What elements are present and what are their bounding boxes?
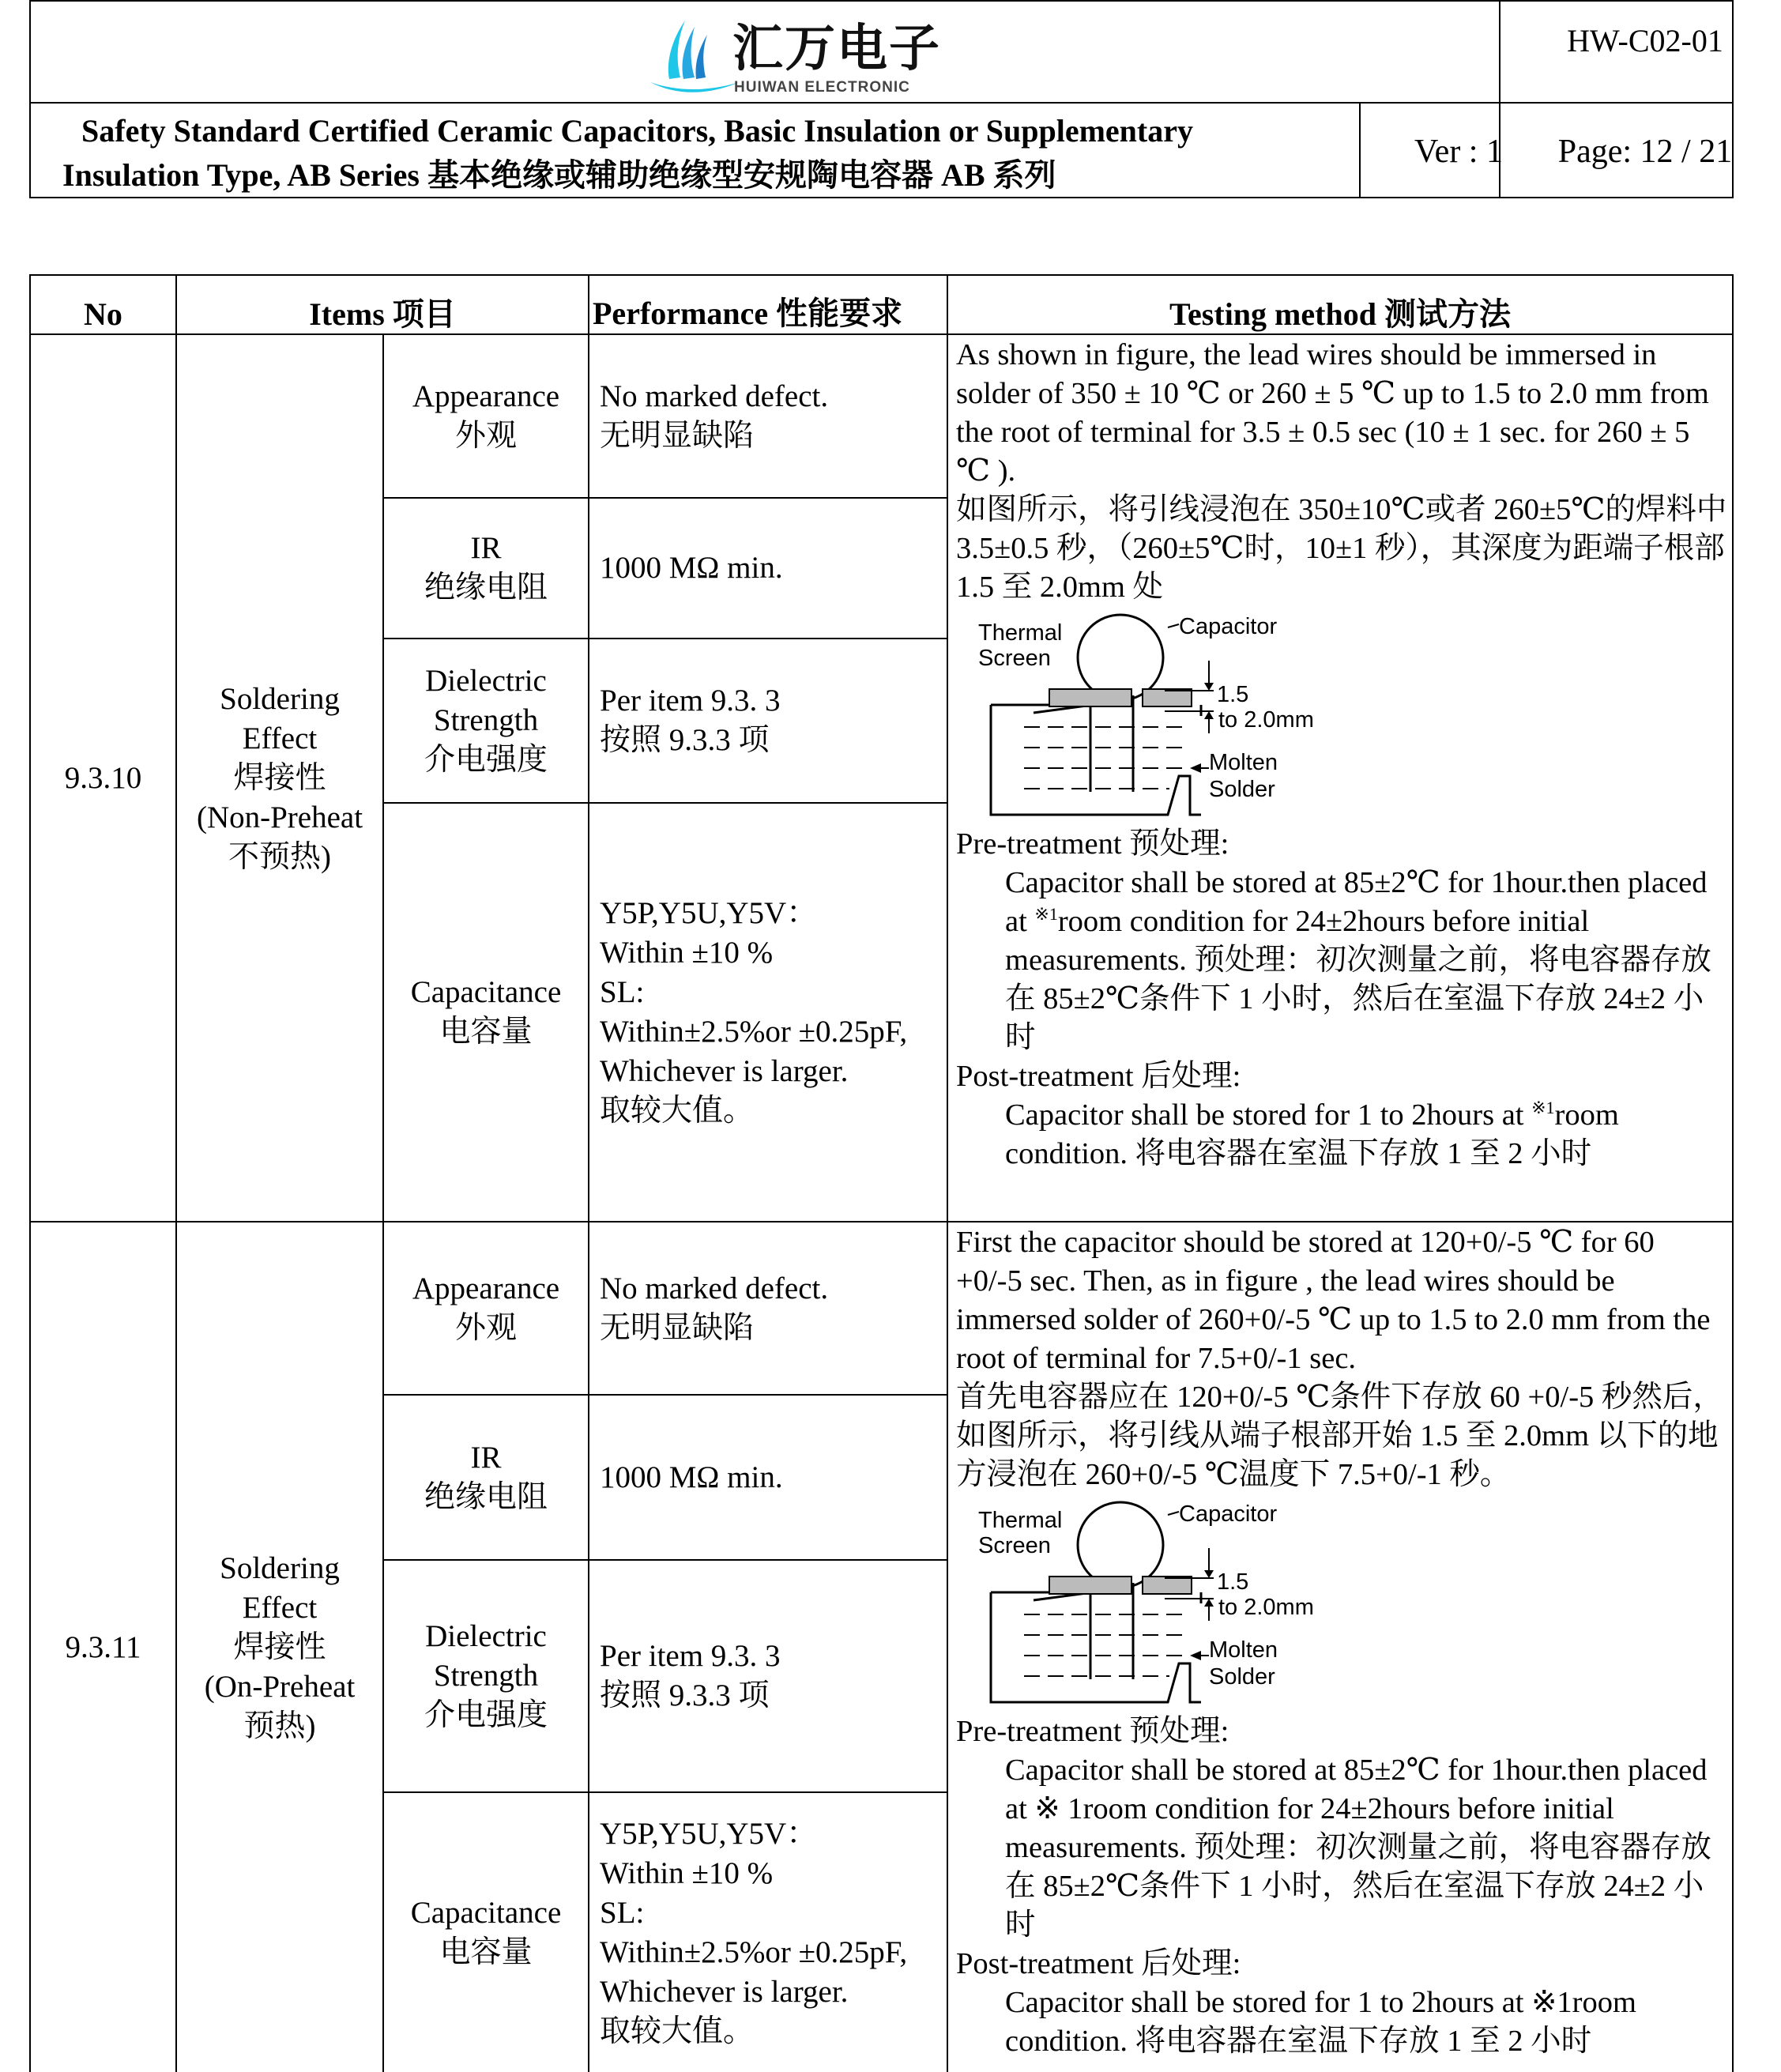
- column-header-method: Testing method 测试方法: [1169, 296, 1511, 332]
- post-treatment-title: Post-treatment 后处理:: [956, 1947, 1241, 1980]
- thermal-screen-left: [1049, 1577, 1131, 1594]
- document-code: HW-C02-01: [1567, 23, 1723, 58]
- footnote-mark: ※ 1: [1034, 1792, 1083, 1825]
- performance-line: Y5P,Y5U,Y5V：: [600, 1816, 818, 1851]
- performance-line: 按照 9.3.3 项: [600, 723, 770, 757]
- item-name-line: (Non-Preheat: [196, 800, 363, 834]
- thermal-screen-right: [1143, 1577, 1192, 1594]
- post-treatment-title: Post-treatment 后处理:: [956, 1060, 1241, 1093]
- sub-item-label: Dielectric: [425, 1619, 547, 1653]
- label-solder: Solder: [1209, 777, 1275, 802]
- performance-line: Whichever is larger.: [600, 1974, 849, 2009]
- post-treatment-text-b: room condition. 将电容器在室温下存放 1 至 2 小时: [1005, 1986, 1636, 2058]
- method-intro-en: First the capacitor should be stored at 120+0/-5 ℃ for 60 +0/-5 sec. Then, as in figure , the lead wires should be immersed solder of 260+0/-5 ℃ up to 1.5 to 2.0 mm from the root of terminal for 7.5+0/-1 sec.: [956, 1226, 1711, 1375]
- item-name-line: 焊接性: [233, 1629, 326, 1664]
- performance-dielectric: [589, 639, 947, 802]
- performance-line: 1000 MΩ min.: [600, 1460, 783, 1494]
- label-molten: Molten: [1209, 750, 1278, 775]
- sub-item-label: IR: [470, 531, 502, 565]
- item-name-line: 预热): [243, 1708, 316, 1743]
- item-name-line: Soldering: [220, 681, 340, 716]
- sub-item-label: Appearance: [412, 379, 560, 413]
- version-label: Ver : 1: [1414, 134, 1503, 170]
- footnote-mark: ※1: [1531, 1986, 1572, 2019]
- performance-line: No marked defect.: [600, 379, 829, 413]
- title-line-1: Safety Standard Certified Ceramic Capacitors, Basic Insulation or Supplementary: [81, 113, 1193, 149]
- performance-line: SL:: [600, 1895, 645, 1930]
- post-treatment-text-a: Capacitor shall be stored for 1 to 2hours at: [1005, 1098, 1524, 1132]
- performance-line: 无明显缺陷: [600, 418, 755, 453]
- performance-line: Within ±10 %: [600, 1855, 774, 1890]
- sub-item-label: Strength: [433, 703, 539, 737]
- method-intro-cn: 首先电容器应在 120+0/-5 ℃条件下存放 60 +0/-5 秒然后，如图所示，将引线从端子根部开始 1.5 至 2.0mm 以下的地方浸泡在 260+0/-5 ℃温度下 7.5+0/-1 秒。: [956, 1381, 1723, 1491]
- label-screen: Screen: [978, 1533, 1051, 1558]
- performance-appearance: [589, 1222, 947, 1394]
- immersion-diagram: [972, 613, 1383, 820]
- label-dim-1: 1.5: [1217, 682, 1249, 707]
- sub-item-label: Capacitance: [410, 975, 562, 1009]
- item-name-line: (On-Preheat: [204, 1669, 356, 1704]
- performance-line: Per item 9.3. 3: [600, 1639, 781, 1673]
- performance-dielectric: [589, 1561, 947, 1791]
- performance-line: No marked defect.: [600, 1271, 829, 1305]
- pre-treatment-text-a: Capacitor shall be stored at 85±2℃ for 1hour.then placed at: [1005, 1754, 1708, 1825]
- document-title: [62, 109, 1378, 198]
- post-treatment-text-b: room condition. 将电容器在室温下存放 1 至 2 小时: [1005, 1098, 1619, 1170]
- pre-treatment-title: Pre-treatment 预处理:: [956, 827, 1229, 861]
- sub-item-label: 电容量: [439, 1934, 533, 1969]
- label-solder: Solder: [1209, 1664, 1275, 1690]
- item-name-line: 不预热): [228, 839, 331, 874]
- sub-item-label: Dielectric: [425, 664, 547, 698]
- sub-item-ir: [384, 1396, 588, 1559]
- sub-item-label: 外观: [454, 418, 517, 453]
- performance-capacitance: [589, 804, 947, 1221]
- testing-method: [948, 1223, 1732, 2072]
- item-name-line: Soldering: [220, 1550, 340, 1585]
- performance-line: SL:: [600, 975, 645, 1009]
- post-treatment-text: [956, 1983, 1727, 2061]
- performance-ir: [589, 1396, 947, 1559]
- pre-treatment-text: [956, 1751, 1727, 1945]
- label-capacitor: Capacitor: [1179, 1501, 1278, 1527]
- item-name: [177, 335, 382, 1221]
- item-number: 9.3.10: [64, 760, 142, 795]
- sail-logo-icon: [646, 16, 740, 95]
- sub-item-dielectric: [384, 1561, 588, 1791]
- sub-item-label: IR: [470, 1440, 502, 1475]
- page-number: Page: 12 / 21: [1557, 134, 1733, 170]
- sub-item-label: Appearance: [412, 1271, 560, 1305]
- capacitor-body: [1078, 1502, 1163, 1588]
- method-intro-en: As shown in figure, the lead wires should be immersed in solder of 350 ± 10 ℃ or 260 ± 5 ℃ up to 1.5 to 2.0 mm from the root of terminal for 3.5 ± 0.5 sec (10 ± 1 sec. for 260 ± 5 ℃ ).: [956, 338, 1709, 488]
- footnote-mark: ※1: [1034, 904, 1058, 925]
- sub-item-label: 绝缘电阻: [424, 571, 548, 605]
- performance-capacitance: [589, 1793, 947, 2072]
- label-molten: Molten: [1209, 1637, 1278, 1663]
- performance-appearance: [589, 335, 947, 497]
- sub-item-label: 介电强度: [424, 743, 548, 777]
- company-logo: [646, 16, 962, 95]
- label-dim-2: to 2.0mm: [1218, 1595, 1314, 1620]
- pre-treatment-text-b: room condition for 24±2hours before initial measurements. 预处理：初次测量之前，将电容器存放在 85±2℃条件下 1 小时，然后在室温下存放 24±2 小时: [1005, 1792, 1711, 1942]
- pre-treatment-title: Pre-treatment 预处理:: [956, 1715, 1229, 1748]
- document-header: [29, 0, 1734, 198]
- sub-item-label: 介电强度: [424, 1698, 548, 1732]
- performance-line: 按照 9.3.3 项: [600, 1678, 770, 1712]
- sub-item-dielectric: [384, 639, 588, 802]
- title-line-2: Insulation Type, AB Series 基本绝缘或辅助绝缘型安规陶电容器 AB 系列: [62, 157, 1056, 193]
- performance-line: Y5P,Y5U,Y5V：: [600, 896, 818, 930]
- performance-line: 1000 MΩ min.: [600, 551, 783, 585]
- immersion-diagram: [972, 1501, 1383, 1708]
- label-thermal: Thermal: [978, 620, 1063, 646]
- capacitor-body: [1078, 615, 1163, 700]
- performance-line: 取较大值。: [600, 2014, 755, 2048]
- item-name-line: 焊接性: [233, 760, 326, 795]
- label-thermal: Thermal: [978, 1508, 1063, 1533]
- logo-chinese-text: 汇万电子: [732, 20, 941, 78]
- label-screen: Screen: [978, 646, 1051, 671]
- method-intro-cn: 如图所示，将引线浸泡在 350±10℃或者 260±5℃的焊料中 3.5±0.5 秒，（260±5℃时，10±1 秒），其深度为距端子根部 1.5 至 2.0mm 处: [956, 493, 1727, 604]
- column-header-performance: Performance 性能要求: [593, 296, 903, 331]
- column-header-no: No: [84, 296, 122, 332]
- sub-item-label: 电容量: [439, 1015, 533, 1049]
- logo-english-text: HUIWAN ELECTRONIC: [734, 79, 910, 96]
- sub-item-capacitance: [384, 804, 588, 1221]
- item-name-line: Effect: [242, 721, 318, 755]
- performance-line: Within±2.5%or ±0.25pF,: [600, 1015, 908, 1049]
- post-treatment-text-a: Capacitor shall be stored for 1 to 2hours at: [1005, 1986, 1524, 2019]
- item-number: 9.3.11: [65, 1629, 141, 1664]
- sub-item-capacitance: [384, 1793, 588, 2072]
- column-header-items: Items 项目: [309, 296, 456, 332]
- performance-line: Within ±10 %: [600, 936, 774, 970]
- performance-line: 取较大值。: [600, 1094, 755, 1128]
- sub-item-label: Strength: [433, 1659, 539, 1693]
- sub-item-appearance: [384, 1222, 588, 1394]
- post-treatment-text: [956, 1096, 1727, 1174]
- sub-item-label: 绝缘电阻: [424, 1479, 548, 1514]
- testing-method: [948, 336, 1732, 1221]
- sub-item-appearance: [384, 335, 588, 497]
- test-spec-table: [29, 274, 1734, 2072]
- performance-ir: [589, 499, 947, 638]
- performance-line: Whichever is larger.: [600, 1054, 849, 1088]
- label-dim-1: 1.5: [1217, 1569, 1249, 1595]
- pre-treatment-text-b: room condition for 24±2hours before initial measurements. 预处理：初次测量之前，将电容器存放在 85±2℃条件下 1 小时，然后在室温下存放 24±2 小时: [1005, 905, 1711, 1054]
- label-dim-2: to 2.0mm: [1218, 707, 1314, 733]
- thermal-screen-left: [1049, 689, 1131, 706]
- label-capacitor: Capacitor: [1179, 614, 1278, 639]
- pre-treatment-text-a: Capacitor shall be stored at 85±2℃ for 1hour.then placed at: [1005, 866, 1708, 938]
- performance-line: Per item 9.3. 3: [600, 684, 781, 718]
- thermal-screen-right: [1143, 689, 1192, 706]
- sub-item-label: Capacitance: [410, 1895, 562, 1930]
- item-name-line: Effect: [242, 1590, 318, 1625]
- footnote-mark: ※1: [1531, 1098, 1555, 1118]
- performance-line: Within±2.5%or ±0.25pF,: [600, 1934, 908, 1969]
- sub-item-ir: [384, 499, 588, 638]
- performance-line: 无明显缺陷: [600, 1310, 755, 1345]
- item-name: [177, 1222, 382, 2072]
- pre-treatment-text: [956, 864, 1727, 1057]
- sub-item-label: 外观: [454, 1310, 517, 1345]
